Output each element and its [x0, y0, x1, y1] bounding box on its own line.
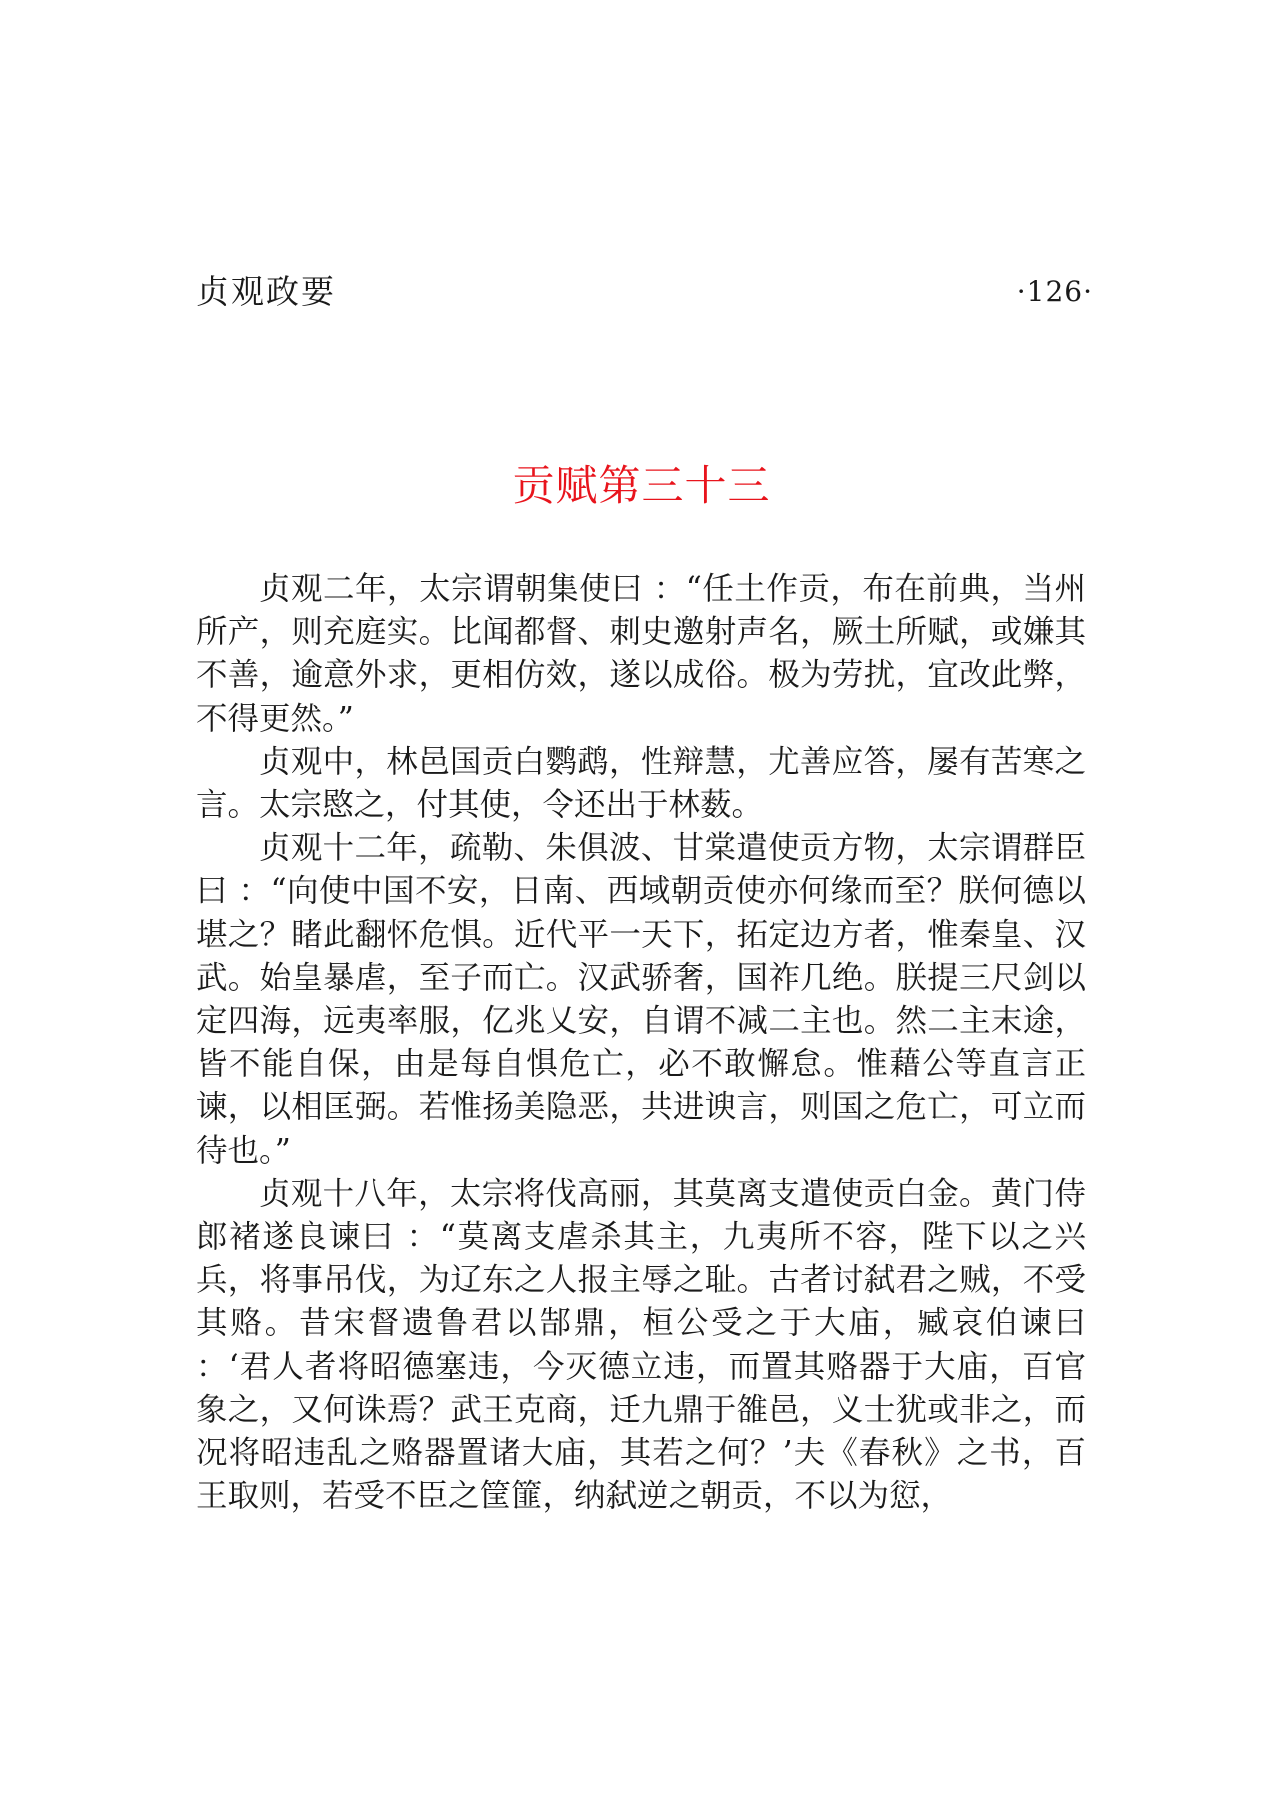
body-text	[196, 568, 1086, 1518]
chapter-title: 贡赋第三十三	[512, 461, 771, 510]
running-title: 贞观政要	[196, 272, 336, 311]
page-number: ·126·	[1016, 275, 1093, 308]
paragraph: 贞观中，林邑国贡白鹦鹉，性辩慧，尤善应答，屡有苦寒之言。太宗愍之，付其使，令还出于林薮。	[196, 743, 1086, 824]
paragraph: 贞观十二年，疏勒、朱俱波、甘棠遣使贡方物，太宗谓群臣曰 ：“向使中国不安，日南、西域朝贡使亦何缘而至？朕何德以堪之？睹此翻怀危惧。近代平一天下，拓定边方者，惟秦皇、汉武。始皇暴虐，至子而亡。汉武骄奢，国祚几绝。朕提三尺剑以定四海，远夷率服，亿兆乂安，自谓不减二主也。然二主末途，皆不能自保，由是每自惧危亡，必不敢懈怠。惟藉公等直言正谏，以相匡弼。若惟扬美隐恶，共进谀言，则国之危亡，可立而待也。”	[196, 830, 1086, 1169]
paragraph: 贞观十八年，太宗将伐高丽，其莫离支遣使贡白金。黄门侍郎褚遂良谏曰 ：“莫离支虐杀其主，九夷所不容，陛下以之兴兵，将事吊伐，为辽东之人报主辱之耻。古者讨弑君之贼，不受其赂。昔宋督遗鲁君以郜鼎，桓公受之于大庙，臧哀伯谏曰 ：‘君人者将昭德塞违，今灭德立违，而置其赂器于大庙，百官象之，又何诛焉？武王克商，迁九鼎于雒邑，义士犹或非之，而况将昭违乱之赂器置诸大庙，其若之何？’夫《春秋》之书，百王取则，若受不臣之筐篚，纳弑逆之朝贡，不以为愆，	[196, 1175, 1086, 1515]
paragraph: 贞观二年，太宗谓朝集使曰 ：“任土作贡，布在前典，当州所产，则充庭实。比闻都督、刺史邀射声名，厥土所赋，或嫌其不善，逾意外求，更相仿效，遂以成俗。极为劳扰，宜改此弊，不得更然。”	[196, 571, 1086, 737]
